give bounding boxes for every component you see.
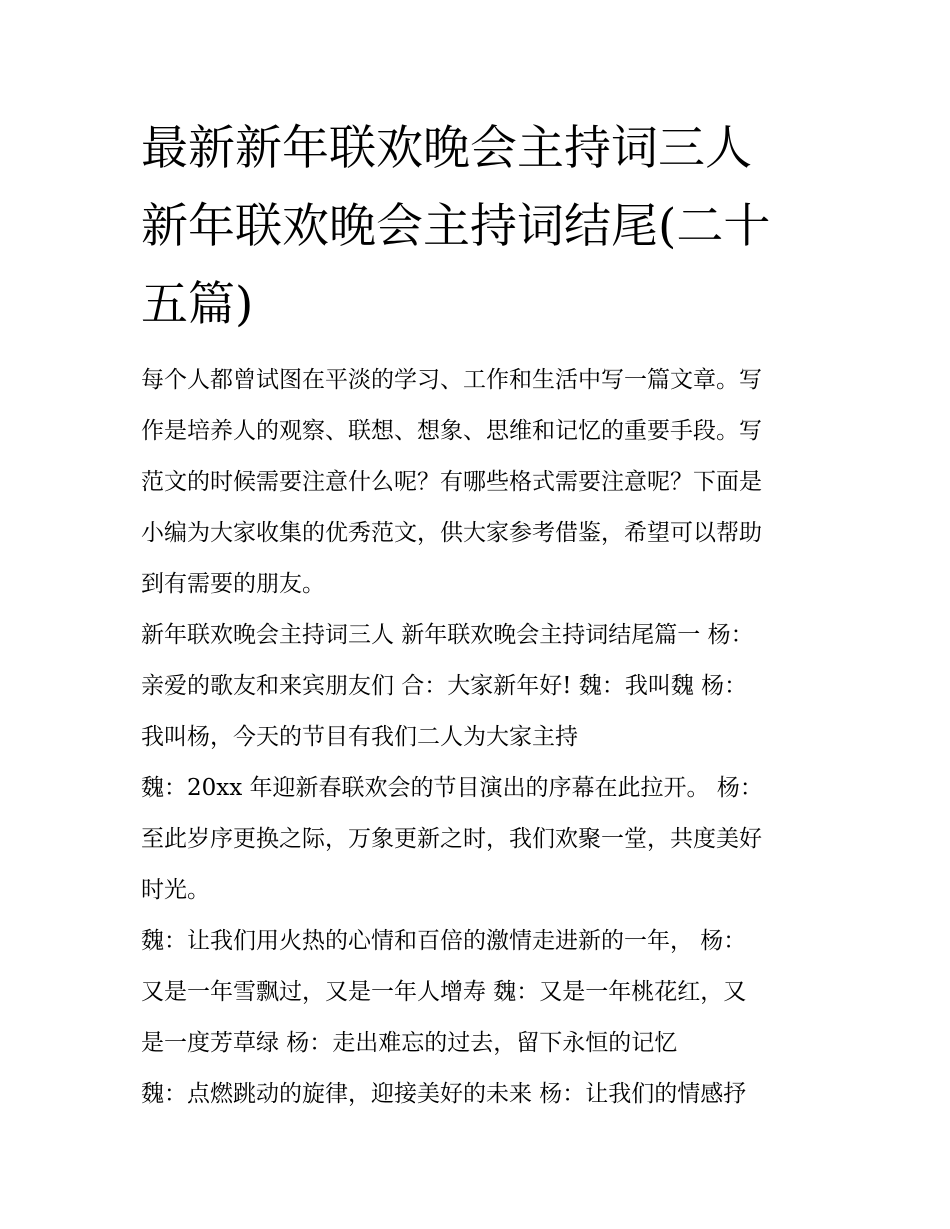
body-line: 作是培养人的观察、联想、想象、思维和记忆的重要手段。写 [141,418,762,444]
document-title [141,110,821,344]
body-line: 每个人都曾试图在平淡的学习、工作和生活中写一篇文章。写 [141,367,762,393]
body-line: 小编为大家收集的优秀范文，供大家参考借鉴，希望可以帮助 [141,520,762,546]
title-line: 五篇) [141,277,254,332]
body-line: 新年联欢晚会主持词三人 新年联欢晚会主持词结尾篇一 杨： [141,622,754,648]
body-line: 至此岁序更换之际，万象更新之时，我们欢聚一堂，共度美好 [141,826,762,852]
body-line: 魏：让我们用火热的心情和百倍的激情走进新的一年， 杨： [141,928,747,954]
body-line: 到有需要的朋友。 [141,571,325,597]
body-line: 魏：20xx 年迎新春联欢会的节目演出的序幕在此拉开。 杨： [141,775,763,801]
title-line: 最新新年联欢晚会主持词三人 [141,121,752,176]
body-line: 我叫杨，今天的节目有我们二人为大家主持 [141,724,578,750]
body-line: 范文的时候需要注意什么呢？有哪些格式需要注意呢？下面是 [141,469,762,495]
body-line: 亲爱的歌友和来宾朋友们 合：大家新年好! 魏：我叫魏 杨： [141,673,748,699]
title-line: 新年联欢晚会主持词结尾(二十 [141,199,771,254]
document-body [141,355,821,1120]
body-line: 又是一年雪飘过，又是一年人增寿 魏：又是一年桃花红，又 [141,979,747,1005]
body-line: 是一度芳草绿 杨：走出难忘的过去，留下永恒的记忆 [141,1030,678,1056]
body-line: 时光。 [141,877,210,903]
body-line: 魏：点燃跳动的旋律，迎接美好的未来 杨：让我们的情感抒 [141,1081,747,1107]
